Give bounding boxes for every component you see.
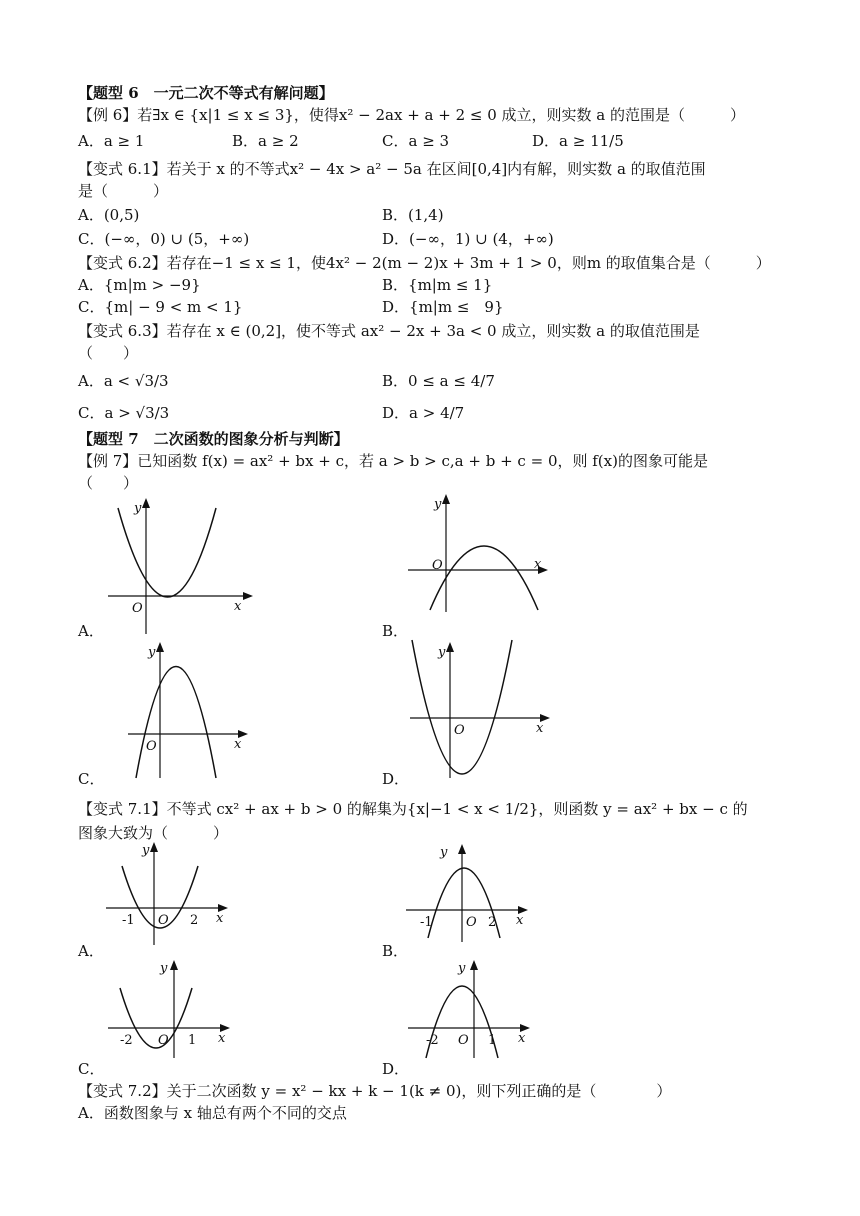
axis-label-y: y <box>148 645 156 660</box>
variant-6-1-stem: 【变式 6.1】若关于 x 的不等式x² − 4x > a² − 5a 在区间[0,4]内有解，则实数 a 的取值范围 <box>78 160 706 178</box>
example-7-option-b: B． <box>382 622 409 640</box>
variant-6-3-option-d: D．a > 4/7 <box>382 404 465 422</box>
axis-label-x: x <box>216 911 224 926</box>
axis-label-x: x <box>518 1031 526 1046</box>
variant-6-2-option-a: A．{m|m > −9} <box>78 276 201 294</box>
variant-6-2-option-d: D．{m|m ≤ 9} <box>382 298 504 316</box>
example-6-option-b: B．a ≥ 2 <box>232 132 299 150</box>
tick-label-neg-2: -2 <box>426 1033 439 1048</box>
axis-label-y: y <box>458 961 466 976</box>
variant-7-1-option-b: B． <box>382 942 409 960</box>
origin-label: O <box>158 1033 169 1048</box>
variant-6-3-option-a: A．a < √3/3 <box>78 372 169 390</box>
variant-6-3-option-c: C．a > √3/3 <box>78 404 170 422</box>
example-7-option-a: A． <box>78 622 104 640</box>
axis-label-y: y <box>440 845 448 860</box>
axis-label-x: x <box>234 599 242 614</box>
axis-label-y: y <box>434 497 442 512</box>
variant-6-2-option-c: C．{m| − 9 < m < 1} <box>78 298 243 316</box>
example-6-option-a: A．a ≥ 1 <box>78 132 145 150</box>
variant-6-1-option-a: A．(0,5) <box>78 206 140 224</box>
variant-6-3-stem-cont: （ ） <box>78 344 139 362</box>
axis-label-y: y <box>142 843 150 858</box>
variant-7-1-stem-cont: 图象大致为（ ） <box>78 824 229 842</box>
variant-6-2-stem: 【变式 6.2】若存在−1 ≤ x ≤ 1，使4x² − 2(m − 2)x + 3m + 1 > 0，则m 的取值集合是（ ） <box>78 254 771 272</box>
axis-label-y: y <box>160 961 168 976</box>
variant-7-1-option-d: D． <box>382 1060 410 1078</box>
variant-7-1-option-c: C． <box>78 1060 105 1078</box>
axis-label-x: x <box>516 913 524 928</box>
origin-label: O <box>146 739 157 754</box>
variant-7-1-stem: 【变式 7.1】不等式 cx² + ax + b > 0 的解集为{x|−1 < x < 1/2}，则函数 y = ax² + bx − c 的 <box>78 800 748 818</box>
example-7-option-c: C． <box>78 770 105 788</box>
graph-variant-7-1-d <box>408 958 538 1058</box>
variant-6-1-option-b: B．(1,4) <box>382 206 444 224</box>
origin-label: O <box>458 1033 469 1048</box>
axis-label-x: x <box>534 557 542 572</box>
graph-variant-7-1-a <box>106 840 236 945</box>
example-7-stem-cont: （ ） <box>78 474 139 492</box>
origin-label: O <box>432 558 443 573</box>
example-6-option-d: D．a ≥ 11/5 <box>532 132 624 150</box>
tick-label-neg-1: -1 <box>420 915 433 930</box>
tick-label-2: 2 <box>488 915 497 930</box>
axis-label-y: y <box>438 645 446 660</box>
origin-label: O <box>132 601 143 616</box>
origin-label: O <box>466 915 477 930</box>
graph-variant-7-1-c <box>108 958 238 1058</box>
axis-label-x: x <box>218 1031 226 1046</box>
tick-label-1: 1 <box>188 1033 197 1048</box>
variant-7-2-option-a: A．函数图象与 x 轴总有两个不同的交点 <box>78 1104 347 1122</box>
tick-label-neg-1: -1 <box>122 913 135 928</box>
variant-6-1-stem-cont: 是（ ） <box>78 182 169 200</box>
origin-label: O <box>158 913 169 928</box>
graph-example-7-c <box>128 640 258 780</box>
heading-type-7: 【题型 7 二次函数的图象分析与判断】 <box>78 430 349 448</box>
example-7-option-d: D． <box>382 770 410 788</box>
axis-label-x: x <box>234 737 242 752</box>
variant-7-2-stem: 【变式 7.2】关于二次函数 y = x² − kx + k − 1(k ≠ 0)，则下列正确的是（ ） <box>78 1082 672 1100</box>
example-6-option-c: C．a ≥ 3 <box>382 132 450 150</box>
variant-6-1-option-c: C．(−∞，0) ∪ (5，+∞) <box>78 230 250 248</box>
tick-label-2: 2 <box>190 913 199 928</box>
origin-label: O <box>454 723 465 738</box>
variant-6-3-stem: 【变式 6.3】若存在 x ∈ (0,2]，使不等式 ax² − 2x + 3a < 0 成立，则实数 a 的取值范围是 <box>78 322 700 340</box>
variant-7-1-option-a: A． <box>78 942 104 960</box>
axis-label-y: y <box>134 501 142 516</box>
graph-variant-7-1-b <box>406 842 536 942</box>
example-7-stem: 【例 7】已知函数 f(x) = ax² + bx + c，若 a > b > c,a + b + c = 0，则 f(x)的图象可能是 <box>78 452 708 470</box>
variant-6-1-option-d: D．(−∞，1) ∪ (4，+∞) <box>382 230 554 248</box>
heading-type-6: 【题型 6 一元二次不等式有解问题】 <box>78 84 334 102</box>
tick-label-neg-2: -2 <box>120 1033 133 1048</box>
graph-example-7-a <box>108 496 258 636</box>
graph-example-7-d <box>410 640 560 780</box>
example-6-stem: 【例 6】若∃x ∈ {x|1 ≤ x ≤ 3}，使得x² − 2ax + a + 2 ≤ 0 成立，则实数 a 的范围是（ ） <box>78 106 746 124</box>
variant-6-3-option-b: B．0 ≤ a ≤ 4/7 <box>382 372 495 390</box>
axis-label-x: x <box>536 721 544 736</box>
graph-example-7-b <box>408 492 558 617</box>
tick-label-1: 1 <box>488 1033 497 1048</box>
variant-6-2-option-b: B．{m|m ≤ 1} <box>382 276 493 294</box>
